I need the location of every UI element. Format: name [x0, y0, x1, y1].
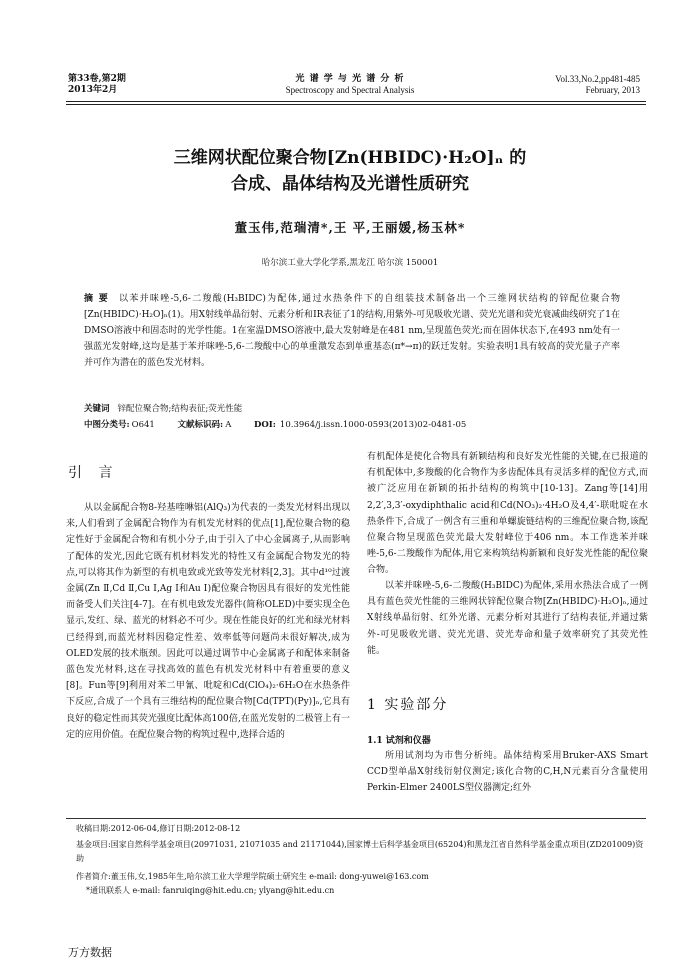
author-list: 董玉伟,范瑞清*,王 平,王丽媛,杨玉林* [234, 220, 466, 235]
footnote-corresponding: *通讯联系人 e-mail: fanruiqing@hit.edu.cn; ylyang@hit.edu.cn [86, 886, 335, 895]
volume-issue: 第33卷,第2期 [68, 74, 126, 84]
classification [84, 418, 624, 433]
abstract-text: 以苯并咪唑-5,6-二羧酸(H₃BIDC)为配体,通过水热条件下的自组装技术制备出一个三维网状结构的锌配位聚合物[Zn(HBIDC)·H₂O]ₙ(1)。用X射线单晶衍射、元素分析和IR表征了1的结构,用紫外-可见吸收光谱、荧光光谱和荧光衰减曲线研究了1在DMSO溶液中和固态时的光学性能。1在室温DMSO溶液中,最大发射峰是在481 nm,呈现蓝色荧光;而在固体状态下,在493 nm处有一强蓝光发射峰,这均是基于苯并咪唑-5,6-二羧酸中心的单重激发态到单重基态(π*→π)的跃迁发射。实验表明1具有较高的荧光量子产率并可作为潜在的蓝色发光材料。 [84, 294, 620, 368]
right-paragraph-2: 以苯并咪唑-5,6-二羧酸(H₃BIDC)为配体,采用水热法合成了一例具有蓝色荧光性能的三维网状锌配位聚合物[Zn(HBIDC)·H₂O]ₙ,通过X射线单晶衍射、红外光谱、元素分析对其进行了结构表征,并通过紫外-可见吸收光谱、荧光光谱、荧光寿命和量子效率研究了其荧光性能。 [367, 581, 648, 656]
footnote-dates: 收稿日期:2012-06-04,修订日期:2012-08-12 [76, 824, 241, 833]
clc-label: 中图分类号: [84, 420, 130, 430]
footnote-funding: 基金项目:国家自然科学基金项目(20971031, 21071035 and 21171044),国家博士后科学基金项目(65204)和黑龙江省自然科学基金重点项目(ZD201009)资助 [76, 840, 644, 863]
footer-watermark: 万方数据 [68, 946, 112, 959]
paper-title-line1: 三维网状配位聚合物[Zn(HBIDC)·H₂O]ₙ 的 [173, 148, 527, 168]
keywords-text: 锌配位聚合物;结构表征;荧光性能 [117, 404, 243, 414]
issue-date: 2013年2月 [68, 85, 118, 95]
keywords [84, 402, 624, 417]
doi-label: DOI: [254, 420, 276, 430]
vol-pages: Vol.33,No.2,pp481-485 [555, 74, 640, 84]
doc-code-label: 文献标识码: [177, 420, 224, 430]
section-1-heading: 1 实验部分 [367, 697, 449, 713]
doi-value: 10.3964/j.issn.1000-0593(2013)02-0481-05 [279, 420, 467, 430]
abstract-label: 摘 要 [84, 294, 110, 304]
footnote-author-bio: 作者简介:董玉伟,女,1985年生,哈尔滨工业大学理学院硕士研究生 e-mail: dong-yuwei@163.com [76, 872, 429, 881]
footnote-rule [66, 818, 646, 819]
clc-value: O641 [131, 420, 155, 430]
right-paragraph-1: 有机配体是使化合物具有新颖结构和良好发光性能的关键,在已报道的有机配体中,多羧酸的化合物作为多齿配体具有灵活多样的配位方式,而被广泛应用在新颖的拓扑结构的构筑中[10-13]。Zang等[14]用2,2′,3,3′-oxydiphthalic acid和Cd(NO₃)₂·4H₂O及4,4′-联吡啶在水热条件下,合成了一例含有三重和单螺旋链结构的三维配位聚合物,该配位聚合物呈现蓝色荧光最大发射峰位于406 nm。本工作选苯并咪唑-5,6-二羧酸作为配体,用它来构筑结构新颖和良好发光性能的配位聚合物。 [367, 452, 648, 576]
journal-pages [555, 74, 640, 96]
paper-title-line2: 合成、晶体结构及光谱性质研究 [231, 174, 469, 194]
abstract [84, 291, 620, 371]
affiliation: 哈尔滨工业大学化学系,黑龙江 哈尔滨 150001 [261, 258, 439, 268]
doc-code-value: A [225, 420, 232, 430]
header-rule-thin [66, 104, 646, 105]
month-year: February, 2013 [585, 85, 640, 95]
keywords-label: 关键词 [84, 404, 110, 414]
subsection-1-1-text: 所用试剂均为市售分析纯。晶体结构采用Bruker-AXS Smart CCD型单晶X射线衍射仪测定;该化合物的C,H,N元素百分含量使用Perkin-Elmer 2400LS型仪器测定;红外 [367, 751, 648, 794]
journal-name-cn: 光 谱 学 与 光 谱 分 析 [295, 74, 405, 84]
subsection-1-1-heading: 1.1 试剂和仪器 [367, 736, 431, 746]
header-rule [66, 101, 646, 102]
journal-name-en: Spectroscopy and Spectral Analysis [285, 85, 415, 95]
intro-heading: 引 言 [68, 465, 119, 481]
intro-paragraph: 从以金属配合物8-羟基喹啉铝(AlQ₃)为代表的一类发光材料出现以来,人们看到了金属配合物作为有机发光材料的优点[1],配位聚合物的稳定性好于金属配合物和有机小分子,由于引入了中心金属离子,从而影响了配体的发光,因此它既有机材料发光的特性又有金属配合物发光的特点,可以将其作为新型的有机电致或光致等发光材料[2,3]。其中d¹⁰过渡金属(Zn Ⅱ,Cd Ⅱ,Cu Ⅰ,Ag Ⅰ和Au Ⅰ)配位聚合物因具有很好的发光性能而备受人们关注[4-7]。在有机电致发光器件(简称OLED)中要实现全色显示,发红、绿、蓝光的材料必不可少。现在性能良好的红光和绿光材料已经得到,而蓝光材料因稳定性差、效率低等问题尚未很好解决,成为OLED发展的技术瓶颈。因此可以通过调节中心金属离子和配体来制备蓝色发光材料,这在寻找高效的蓝色有机发光材料中有着重要的意义[8]。Fun等[9]利用对苯二甲氰、吡啶和Cd(ClO₄)₂·6H₂O在水热条件下反应,合成了一个具有三维结构的配位聚合物[Cd(TPT)(Py)]ₙ,它具有良好的稳定性而其荧光强度比配体高100倍,在蓝光发射的二极管上有一定的应用价值。在配位聚合物的构筑过程中,选择合适的 [66, 503, 350, 740]
